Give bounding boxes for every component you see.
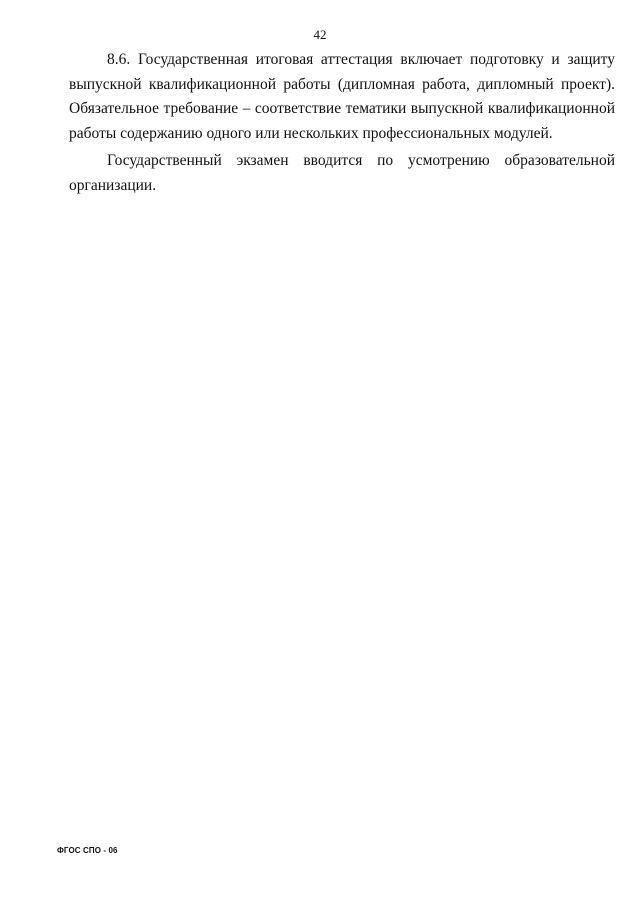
footer-document-code: ФГОС СПО - 06: [57, 846, 118, 855]
page-number: 42: [313, 27, 327, 42]
paragraph-state-exam: Государственный экзамен вводится по усмотрению образовательной организации.: [69, 152, 615, 194]
paragraph-8-6: 8.6. Государственная итоговая аттестация включает подготовку и защиту выпускной квалификационной работы (дипломная работа, дипломный проект). Обязательное требование – соответствие тематики выпускной квалификационной работы содержанию одного или нескольких профессиональных модулей.: [69, 51, 615, 142]
document-body: [69, 48, 615, 198]
